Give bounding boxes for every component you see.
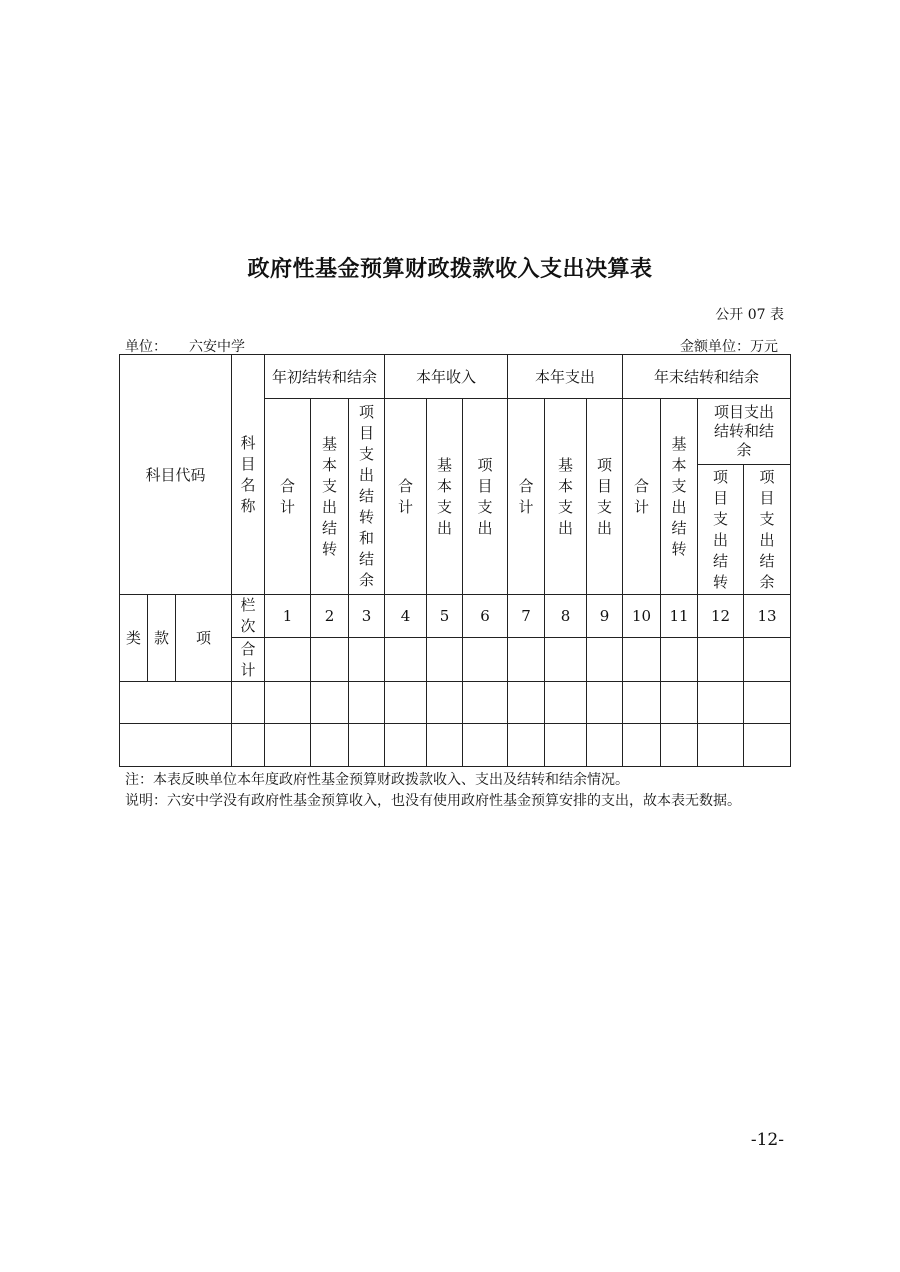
budget-table xyxy=(119,354,791,767)
table-cell xyxy=(661,682,698,724)
table-cell xyxy=(744,724,791,767)
header-lei: 类 xyxy=(120,595,148,682)
table-cell xyxy=(661,638,698,682)
table-cell xyxy=(463,682,508,724)
row-total-label: 合计 xyxy=(232,638,265,682)
page-title: 政府性基金预算财政拨款收入支出决算表 xyxy=(247,257,653,282)
table-cell xyxy=(385,682,427,724)
budget-table-wrap xyxy=(119,354,791,767)
table-cell xyxy=(508,682,545,724)
header-expense: 本年支出 xyxy=(508,355,623,399)
page-number: -12- xyxy=(750,1130,784,1150)
column-number: 8 xyxy=(545,595,587,638)
header-xiang: 项 xyxy=(176,595,232,682)
table-cell xyxy=(623,638,661,682)
table-cell xyxy=(744,682,791,724)
table-cell xyxy=(545,682,587,724)
header-income: 本年收入 xyxy=(385,355,508,399)
table-cell xyxy=(698,724,744,767)
table-row xyxy=(120,724,791,767)
table-cell xyxy=(385,638,427,682)
header-code: 科目代码 xyxy=(120,355,232,595)
header-end-project: 项目支出结转和结余 xyxy=(698,399,791,465)
unit-value: 六安中学 xyxy=(189,339,245,355)
header-end-basic: 基本支出结转 xyxy=(661,399,698,595)
header-kuan: 款 xyxy=(148,595,176,682)
column-number: 3 xyxy=(349,595,385,638)
table-cell xyxy=(661,724,698,767)
header-end-project-carry: 项目支出结转 xyxy=(698,465,744,595)
table-cell xyxy=(311,638,349,682)
header-begin-basic: 基本支出结转 xyxy=(311,399,349,595)
header-end-balance: 年末结转和结余 xyxy=(623,355,791,399)
table-cell xyxy=(265,724,311,767)
table-cell xyxy=(349,682,385,724)
header-begin-project: 项目支出结转和结余 xyxy=(349,399,385,595)
header-lanci: 栏次 xyxy=(232,595,265,638)
header-name: 科目名称 xyxy=(232,355,265,595)
column-number: 4 xyxy=(385,595,427,638)
table-cell xyxy=(385,724,427,767)
table-cell xyxy=(427,682,463,724)
table-cell xyxy=(587,638,623,682)
header-expense-project: 项目支出 xyxy=(587,399,623,595)
note-text: 注：本表反映单位本年度政府性基金预算财政拨款收入、支出及结转和结余情况。 xyxy=(125,772,629,788)
amount-unit: 金额单位：万元 xyxy=(680,339,778,355)
table-cell xyxy=(232,724,265,767)
column-number: 2 xyxy=(311,595,349,638)
header-expense-total: 合计 xyxy=(508,399,545,595)
unit-label: 单位： xyxy=(125,339,167,355)
table-row xyxy=(120,682,791,724)
column-number: 10 xyxy=(623,595,661,638)
table-cell xyxy=(311,724,349,767)
table-cell xyxy=(120,682,232,724)
table-cell xyxy=(349,724,385,767)
table-cell xyxy=(744,638,791,682)
table-cell xyxy=(463,724,508,767)
table-cell xyxy=(545,638,587,682)
column-number: 12 xyxy=(698,595,744,638)
table-cell xyxy=(427,724,463,767)
table-cell xyxy=(587,682,623,724)
column-number: 5 xyxy=(427,595,463,638)
table-cell xyxy=(120,724,232,767)
table-cell xyxy=(623,724,661,767)
table-cell xyxy=(698,682,744,724)
column-number: 9 xyxy=(587,595,623,638)
table-cell xyxy=(265,638,311,682)
table-cell xyxy=(265,682,311,724)
header-expense-basic: 基本支出 xyxy=(545,399,587,595)
notes xyxy=(125,770,785,812)
form-number: 公开 07 表 xyxy=(715,307,784,323)
column-number: 1 xyxy=(265,595,311,638)
header-income-project: 项目支出 xyxy=(463,399,508,595)
header-income-basic: 基本支出 xyxy=(427,399,463,595)
table-cell xyxy=(587,724,623,767)
table-cell xyxy=(508,724,545,767)
column-number: 13 xyxy=(744,595,791,638)
table-cell xyxy=(463,638,508,682)
table-cell xyxy=(232,682,265,724)
header-income-total: 合计 xyxy=(385,399,427,595)
header-begin-balance: 年初结转和结余 xyxy=(265,355,385,399)
table-cell xyxy=(545,724,587,767)
table-cell xyxy=(349,638,385,682)
unit-line xyxy=(125,336,245,356)
column-number: 11 xyxy=(661,595,698,638)
header-end-total: 合计 xyxy=(623,399,661,595)
table-cell xyxy=(311,682,349,724)
table-cell xyxy=(698,638,744,682)
header-begin-total: 合计 xyxy=(265,399,311,595)
header-end-project-surplus: 项目支出结余 xyxy=(744,465,791,595)
table-cell xyxy=(427,638,463,682)
table-cell xyxy=(508,638,545,682)
table-cell xyxy=(623,682,661,724)
column-number: 7 xyxy=(508,595,545,638)
column-number: 6 xyxy=(463,595,508,638)
explain-text: 说明：六安中学没有政府性基金预算收入，也没有使用政府性基金预算安排的支出，故本表无数据。 xyxy=(125,793,741,809)
